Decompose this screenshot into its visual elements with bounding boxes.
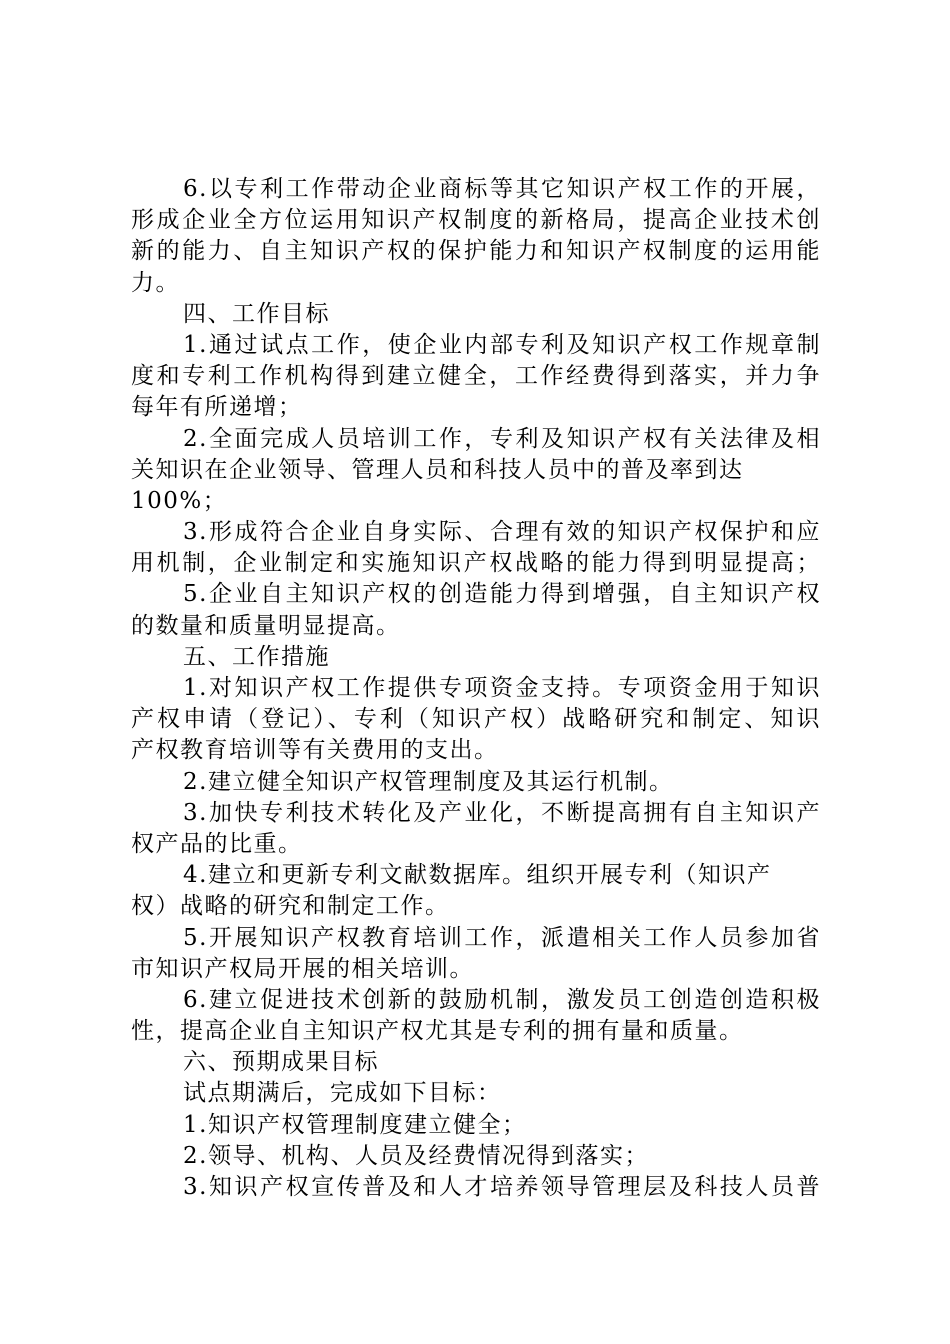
paragraph-line: 用机制，企业制定和实施知识产权战略的能力得到明显提高； [131,550,821,577]
paragraph-line: 权）战略的研究和制定工作。 [131,893,450,920]
paragraph-first-line: 1.通过试点工作，使企业内部专利及知识产权工作规章制 [183,331,821,358]
paragraph-first-line: 2.全面完成人员培训工作，专利及知识产权有关法律及相 [183,425,821,452]
paragraph-first-line: 六、预期成果目标 [183,1049,379,1076]
paragraph-first-line: 6.建立促进技术创新的鼓励机制，激发员工创造创造积极 [183,986,821,1013]
paragraph-line: 权产品的比重。 [131,830,303,857]
paragraph-line: 性，提高企业自主知识产权尤其是专利的拥有量和质量。 [131,1018,744,1045]
paragraph-line: 形成企业全方位运用知识产权制度的新格局，提高企业技术创 [131,207,821,234]
paragraph-line: 度和专利工作机构得到建立健全，工作经费得到落实，并力争 [131,363,821,390]
paragraph-first-line: 1.对知识产权工作提供专项资金支持。专项资金用于知识 [183,675,821,701]
paragraph-first-line: 1.知识产权管理制度建立健全； [183,1111,527,1138]
paragraph-first-line: 5.企业自主知识产权的创造能力得到增强，自主知识产权 [183,581,821,608]
paragraph-first-line: 五、工作措施 [183,643,330,670]
paragraph-line: 的数量和质量明显提高。 [131,612,401,639]
paragraph-line: 100%； [131,487,228,514]
paragraph-line: 每年有所递增； [131,394,303,421]
paragraph-first-line: 四、工作目标 [183,300,330,327]
paragraph-line: 市知识产权局开展的相关培训。 [131,955,474,982]
paragraph-first-line: 6.以专利工作带动企业商标等其它知识产权工作的开展， [183,176,821,202]
paragraph-first-line: 3.加快专利技术转化及产业化，不断提高拥有自主知识产 [183,799,821,826]
paragraph-line: 产权申请（登记）、专利（知识产权）战略研究和制定、知识 [131,706,821,733]
paragraph-first-line: 3.形成符合企业自身实际、合理有效的知识产权保护和应 [183,519,821,546]
paragraph-first-line: 3.知识产权宣传普及和人才培养领导管理层及科技人员普 [183,1174,821,1200]
paragraph-first-line: 试点期满后，完成如下目标： [183,1080,502,1107]
paragraph-line: 新的能力、自主知识产权的保护能力和知识产权制度的运用能 [131,238,821,265]
document-body [131,174,821,1203]
paragraph-line: 力。 [131,269,180,296]
paragraph-first-line: 5.开展知识产权教育培训工作，派遣相关工作人员参加省 [183,924,821,951]
paragraph-first-line: 2.领导、机构、人员及经费情况得到落实； [183,1142,649,1169]
paragraph-line: 关知识在企业领导、管理人员和科技人员中的普及率到达 [131,456,744,483]
paragraph-first-line: 2.建立健全知识产权管理制度及其运行机制。 [183,768,674,795]
paragraph-first-line: 4.建立和更新专利文献数据库。组织开展专利（知识产 [183,862,772,889]
paragraph-line: 产权教育培训等有关费用的支出。 [131,737,499,764]
